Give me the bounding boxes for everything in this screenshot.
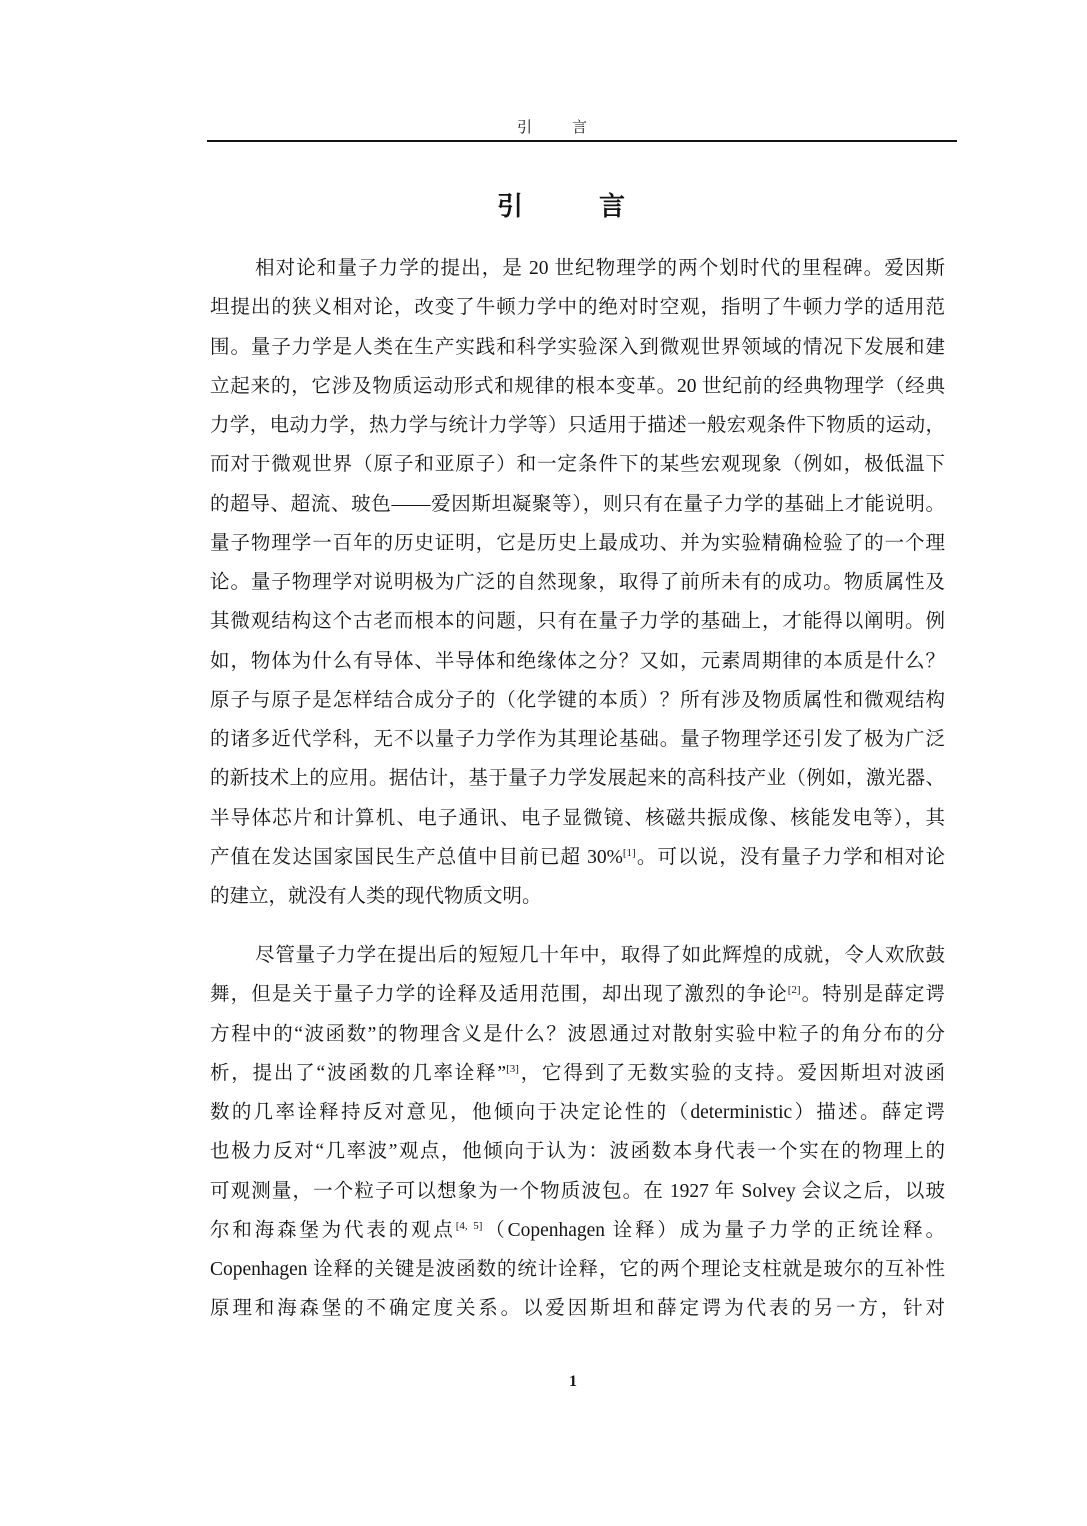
text-segment: 析，提出了“波函数的几率诠释” — [210, 1062, 507, 1084]
citation-marker: [2] — [787, 984, 801, 997]
text-line: 尽管量子力学在提出后的短短几十年中，取得了如此辉煌的成就，令人欢欣鼓 — [255, 945, 945, 966]
text-line: 的诸多近代学科，无不以量子力学作为其理论基础。量子物理学还引发了极为广泛 — [210, 729, 945, 750]
text-line — [210, 1054, 945, 1093]
text-line — [210, 838, 945, 877]
text-line: 的新技术上的应用。据估计，基于量子力学发展起来的高科技产业（例如，激光器、 — [210, 768, 945, 790]
paragraph-2 — [210, 936, 945, 1329]
text-line: 半导体芯片和计算机、电子通讯、电子显微镜、核磁共振成像、核能发电等），其 — [210, 807, 945, 829]
text-line: 而对于微观世界（原子和亚原子）和一定条件下的某些宏观现象（例如，极低温下 — [210, 454, 945, 476]
text-segment: 。特别是薛定谔 — [800, 984, 945, 1006]
text-line: 坦提出的狭义相对论，改变了牛顿力学中的绝对时空观，指明了牛顿力学的适用范 — [210, 297, 945, 319]
text-segment: 。可以说，没有量子力学和相对论 — [635, 846, 945, 868]
running-header: 引言 — [517, 120, 628, 136]
citation-marker: [4, 5] — [455, 1219, 483, 1232]
text-segment: ，它得到了无数实验的支持。爱因斯坦对波函 — [518, 1062, 945, 1084]
text-line: 力学，电动力学，热力学与统计力学等）只适用于描述一般宏观条件下物质的运动， — [210, 415, 945, 436]
text-line: 相对论和量子力学的提出，是 20 世纪物理学的两个划时代的里程碑。爱因斯 — [255, 258, 945, 279]
text-line: Copenhagen 诠释的关键是波函数的统计诠释，它的两个理论支柱就是玻尔的互补性 — [210, 1259, 945, 1280]
text-segment: （Copenhagen 诠释）成为量子力学的正统诠释。 — [482, 1219, 945, 1241]
header-rule — [207, 140, 957, 142]
text-line: 的超导、超流、玻色——爱因斯坦凝聚等），则只有在量子力学的基础上才能说明。 — [210, 493, 945, 515]
text-line: 论。量子物理学对说明极为广泛的自然现象，取得了前所未有的成功。物质属性及 — [210, 572, 945, 593]
text-line: 量子物理学一百年的历史证明，它是历史上最成功、并为实验精确检验了的一个理 — [210, 532, 945, 554]
text-line — [210, 975, 945, 1014]
text-line: 原子与原子是怎样结合成分子的（化学键的本质）？所有涉及物质属性和微观结构 — [210, 689, 945, 711]
text-line: 也极力反对“几率波”观点，他倾向于认为：波函数本身代表一个实在的物理上的 — [210, 1141, 945, 1163]
citation-marker: [1] — [622, 846, 636, 859]
text-line: 原理和海森堡的不确定度关系。以爱因斯坦和薛定谔为代表的另一方，针对 — [210, 1298, 945, 1320]
text-line: 的建立，就没有人类的现代物质文明。 — [210, 886, 542, 907]
text-segment: 舞，但是关于量子力学的诠释及适用范围，却出现了激烈的争论 — [210, 984, 788, 1006]
text-segment: 产值在发达国家国民生产总值中目前已超 30% — [210, 846, 623, 868]
chapter-title: 引言 — [497, 192, 702, 222]
text-line: 围。量子力学是人类在生产实践和科学实验深入到微观世界领域的情况下发展和建 — [210, 336, 945, 358]
citation-marker: [3] — [506, 1062, 519, 1075]
paragraph-1 — [210, 249, 945, 916]
text-line: 方程中的“波函数”的物理含义是什么？波恩通过对散射实验中粒子的角分布的分 — [210, 1023, 945, 1045]
text-line: 其微观结构这个古老而根本的问题，只有在量子力学的基础上，才能得以阐明。例 — [210, 611, 945, 633]
text-line: 立起来的，它涉及物质运动形式和规律的根本变革。20 世纪前的经典物理学（经典 — [210, 375, 945, 397]
text-segment: 尔和海森堡为代表的观点 — [210, 1219, 456, 1241]
text-line: 可观测量，一个粒子可以想象为一个物质波包。在 1927 年 Solvey 会议之后，以玻 — [210, 1180, 945, 1202]
text-line: 如，物体为什么有导体、半导体和绝缘体之分？又如，元素周期律的本质是什么？ — [210, 650, 945, 672]
text-line — [210, 1211, 945, 1250]
page-number: 1 — [569, 1373, 577, 1390]
text-line: 数的几率诠释持反对意见，他倾向于决定论性的（deterministic）描述。薛定谔 — [210, 1102, 945, 1123]
